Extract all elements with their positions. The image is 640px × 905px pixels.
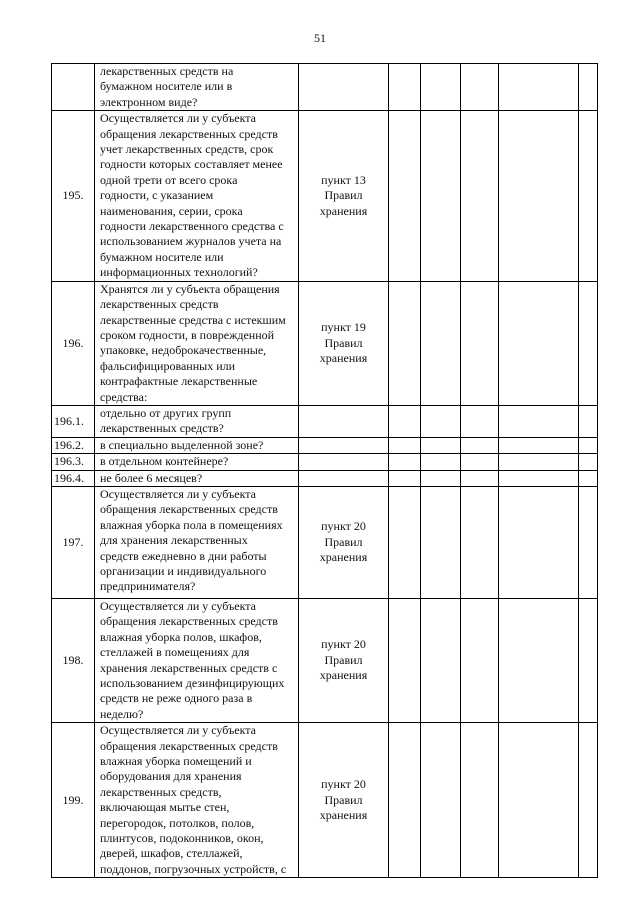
question-line: бумажном носителе или — [100, 249, 224, 264]
question-cell — [95, 723, 299, 878]
reference-line: Правил — [324, 188, 363, 203]
empty-answer-cell — [389, 437, 421, 453]
item-number: 197. — [52, 486, 95, 598]
question-line: лекарственных средств — [100, 297, 219, 312]
reference-line: хранения — [319, 351, 368, 366]
question-line: годности лекарственного средства с — [100, 219, 284, 234]
empty-answer-cell — [461, 111, 499, 281]
question-line: электронном виде? — [100, 94, 198, 109]
item-number: 196.4. — [52, 470, 95, 486]
empty-answer-cell — [499, 598, 579, 722]
reference-cell — [299, 111, 389, 281]
question-line: фальсифицированных или — [100, 358, 236, 373]
table-row — [52, 111, 598, 281]
question-line: контрафактные лекарственные — [100, 374, 258, 389]
question-line: оборудования для хранения — [100, 769, 242, 784]
question-line: влажная уборка пола в помещениях — [100, 517, 283, 532]
question-line: годности которых составляет менее — [100, 157, 283, 172]
empty-answer-cell — [461, 486, 499, 598]
item-number — [52, 64, 95, 111]
empty-answer-cell — [421, 723, 461, 878]
question-line: влажная уборка полов, шкафов, — [100, 629, 262, 644]
question-line: использованием дезинфицирующих — [100, 676, 285, 690]
question-cell — [95, 405, 299, 437]
question-line: информационных технологий? — [100, 265, 258, 280]
empty-answer-cell — [461, 405, 499, 437]
empty-answer-cell — [461, 281, 499, 405]
empty-answer-cell — [421, 454, 461, 470]
item-number: 198. — [52, 598, 95, 722]
empty-answer-cell — [461, 437, 499, 453]
question-cell — [95, 454, 299, 470]
reference-line: пункт 20 — [321, 637, 366, 652]
question-line: в отдельном контейнере? — [100, 454, 229, 469]
question-line: Осуществляется ли у субъекта — [100, 111, 256, 126]
empty-answer-cell — [499, 486, 579, 598]
question-line: хранения лекарственных средств с — [100, 660, 278, 675]
table-row — [52, 281, 598, 405]
item-number: 199. — [52, 723, 95, 878]
empty-answer-cell — [461, 64, 499, 111]
empty-answer-cell — [389, 598, 421, 722]
reference-line: хранения — [319, 668, 368, 683]
reference-line: хранения — [319, 550, 368, 565]
empty-answer-cell — [389, 723, 421, 878]
question-line: в специально выделенной зоне? — [100, 437, 264, 452]
empty-answer-cell — [499, 437, 579, 453]
empty-answer-cell — [499, 64, 579, 111]
question-line: средства: — [100, 389, 148, 404]
empty-answer-cell — [421, 111, 461, 281]
question-cell — [95, 111, 299, 281]
empty-answer-cell — [421, 470, 461, 486]
question-line: Хранятся ли у субъекта обращения — [100, 281, 280, 296]
question-line: Осуществляется ли у субъекта — [100, 723, 256, 738]
empty-answer-cell — [389, 281, 421, 405]
question-cell — [95, 437, 299, 453]
question-line: годности, с указанием — [100, 188, 214, 203]
reference-line: хранения — [319, 807, 368, 822]
question-line: влажная уборка помещений и — [100, 754, 252, 769]
question-line: средств не реже одного раза в — [100, 691, 253, 706]
empty-answer-cell — [579, 486, 598, 598]
empty-answer-cell — [579, 111, 598, 281]
reference-line: пункт 20 — [321, 777, 366, 792]
reference-line: пункт 20 — [321, 519, 366, 534]
checklist-table — [51, 63, 598, 878]
item-number: 196. — [52, 281, 95, 405]
empty-answer-cell — [421, 486, 461, 598]
question-line: лекарственных средств на — [100, 64, 234, 78]
table-row — [52, 437, 598, 453]
question-line: перегородок, потолков, полов, — [100, 815, 255, 830]
empty-answer-cell — [461, 723, 499, 878]
question-line: не более 6 месяцев? — [100, 470, 203, 485]
table-row — [52, 454, 598, 470]
table-row — [52, 723, 598, 878]
empty-answer-cell — [461, 454, 499, 470]
question-line: Осуществляется ли у субъекта — [100, 486, 256, 501]
table-row — [52, 64, 598, 111]
question-cell — [95, 281, 299, 405]
empty-answer-cell — [579, 437, 598, 453]
question-line: сроком годности, в поврежденной — [100, 327, 275, 342]
table-row — [52, 405, 598, 437]
reference-line: Правил — [324, 792, 363, 807]
question-cell — [95, 598, 299, 722]
item-number: 196.2. — [52, 437, 95, 453]
table-row — [52, 486, 598, 598]
reference-line: Правил — [324, 335, 363, 350]
reference-line: пункт 13 — [321, 172, 366, 187]
empty-answer-cell — [499, 111, 579, 281]
question-line: обращения лекарственных средств — [100, 126, 278, 141]
empty-answer-cell — [389, 64, 421, 111]
table-row — [52, 598, 598, 722]
reference-cell — [299, 437, 389, 453]
reference-line: Правил — [324, 534, 363, 549]
reference-cell — [299, 723, 389, 878]
empty-answer-cell — [389, 405, 421, 437]
empty-answer-cell — [579, 598, 598, 722]
item-number: 195. — [52, 111, 95, 281]
table-row — [52, 470, 598, 486]
item-number: 196.3. — [52, 454, 95, 470]
empty-answer-cell — [579, 64, 598, 111]
empty-answer-cell — [579, 405, 598, 437]
reference-line: Правил — [324, 652, 363, 667]
empty-answer-cell — [579, 281, 598, 405]
empty-answer-cell — [461, 598, 499, 722]
question-line: поддонов, погрузочных устройств, с — [100, 861, 287, 876]
question-line: предпринимателя? — [100, 579, 196, 594]
question-line: одной трети от всего срока — [100, 172, 238, 187]
question-line: обращения лекарственных средств — [100, 738, 278, 753]
question-line: лекарственные средства с истекшим — [100, 312, 286, 327]
question-line: средств ежедневно в дни работы — [100, 548, 267, 563]
reference-cell — [299, 598, 389, 722]
reference-cell — [299, 64, 389, 111]
question-line: лекарственных средств, — [100, 784, 222, 799]
empty-answer-cell — [499, 470, 579, 486]
question-line: обращения лекарственных средств — [100, 502, 278, 517]
question-cell — [95, 486, 299, 598]
empty-answer-cell — [499, 405, 579, 437]
empty-answer-cell — [389, 454, 421, 470]
empty-answer-cell — [421, 64, 461, 111]
empty-answer-cell — [579, 470, 598, 486]
empty-answer-cell — [421, 598, 461, 722]
empty-answer-cell — [579, 454, 598, 470]
empty-answer-cell — [389, 111, 421, 281]
question-cell — [95, 470, 299, 486]
question-line: организации и индивидуального — [100, 564, 267, 578]
question-line: неделю? — [100, 706, 144, 721]
question-line: упаковке, недоброкачественные, — [100, 343, 267, 358]
reference-line: пункт 19 — [321, 320, 366, 335]
question-line: стеллажей в помещениях для — [100, 645, 250, 660]
empty-answer-cell — [421, 437, 461, 453]
question-cell — [95, 64, 299, 111]
empty-answer-cell — [499, 281, 579, 405]
question-line: для хранения лекарственных — [100, 533, 248, 548]
page-number: 51 — [314, 31, 326, 45]
question-line: отдельно от других групп — [100, 405, 232, 420]
empty-answer-cell — [499, 454, 579, 470]
empty-answer-cell — [389, 470, 421, 486]
empty-answer-cell — [389, 486, 421, 598]
question-line: лекарственных средств? — [100, 421, 224, 436]
question-line: учет лекарственных средств, срок — [100, 142, 274, 157]
question-line: наименования, серии, срока — [100, 203, 243, 218]
empty-answer-cell — [461, 470, 499, 486]
empty-answer-cell — [579, 723, 598, 878]
question-line: бумажном носителе или в — [100, 79, 233, 94]
question-line: использованием журналов учета на — [100, 234, 282, 249]
question-line: плинтусов, подоконников, окон, — [100, 831, 264, 846]
question-line: включающая мытье стен, — [100, 800, 230, 815]
reference-cell — [299, 281, 389, 405]
question-line: Осуществляется ли у субъекта — [100, 598, 256, 613]
reference-cell — [299, 486, 389, 598]
empty-answer-cell — [421, 281, 461, 405]
reference-cell — [299, 405, 389, 437]
reference-line: хранения — [319, 203, 368, 218]
reference-cell — [299, 470, 389, 486]
question-line: обращения лекарственных средств — [100, 614, 278, 629]
empty-answer-cell — [499, 723, 579, 878]
reference-cell — [299, 454, 389, 470]
item-number: 196.1. — [52, 405, 95, 437]
empty-answer-cell — [421, 405, 461, 437]
question-line: дверей, шкафов, стеллажей, — [100, 846, 243, 861]
